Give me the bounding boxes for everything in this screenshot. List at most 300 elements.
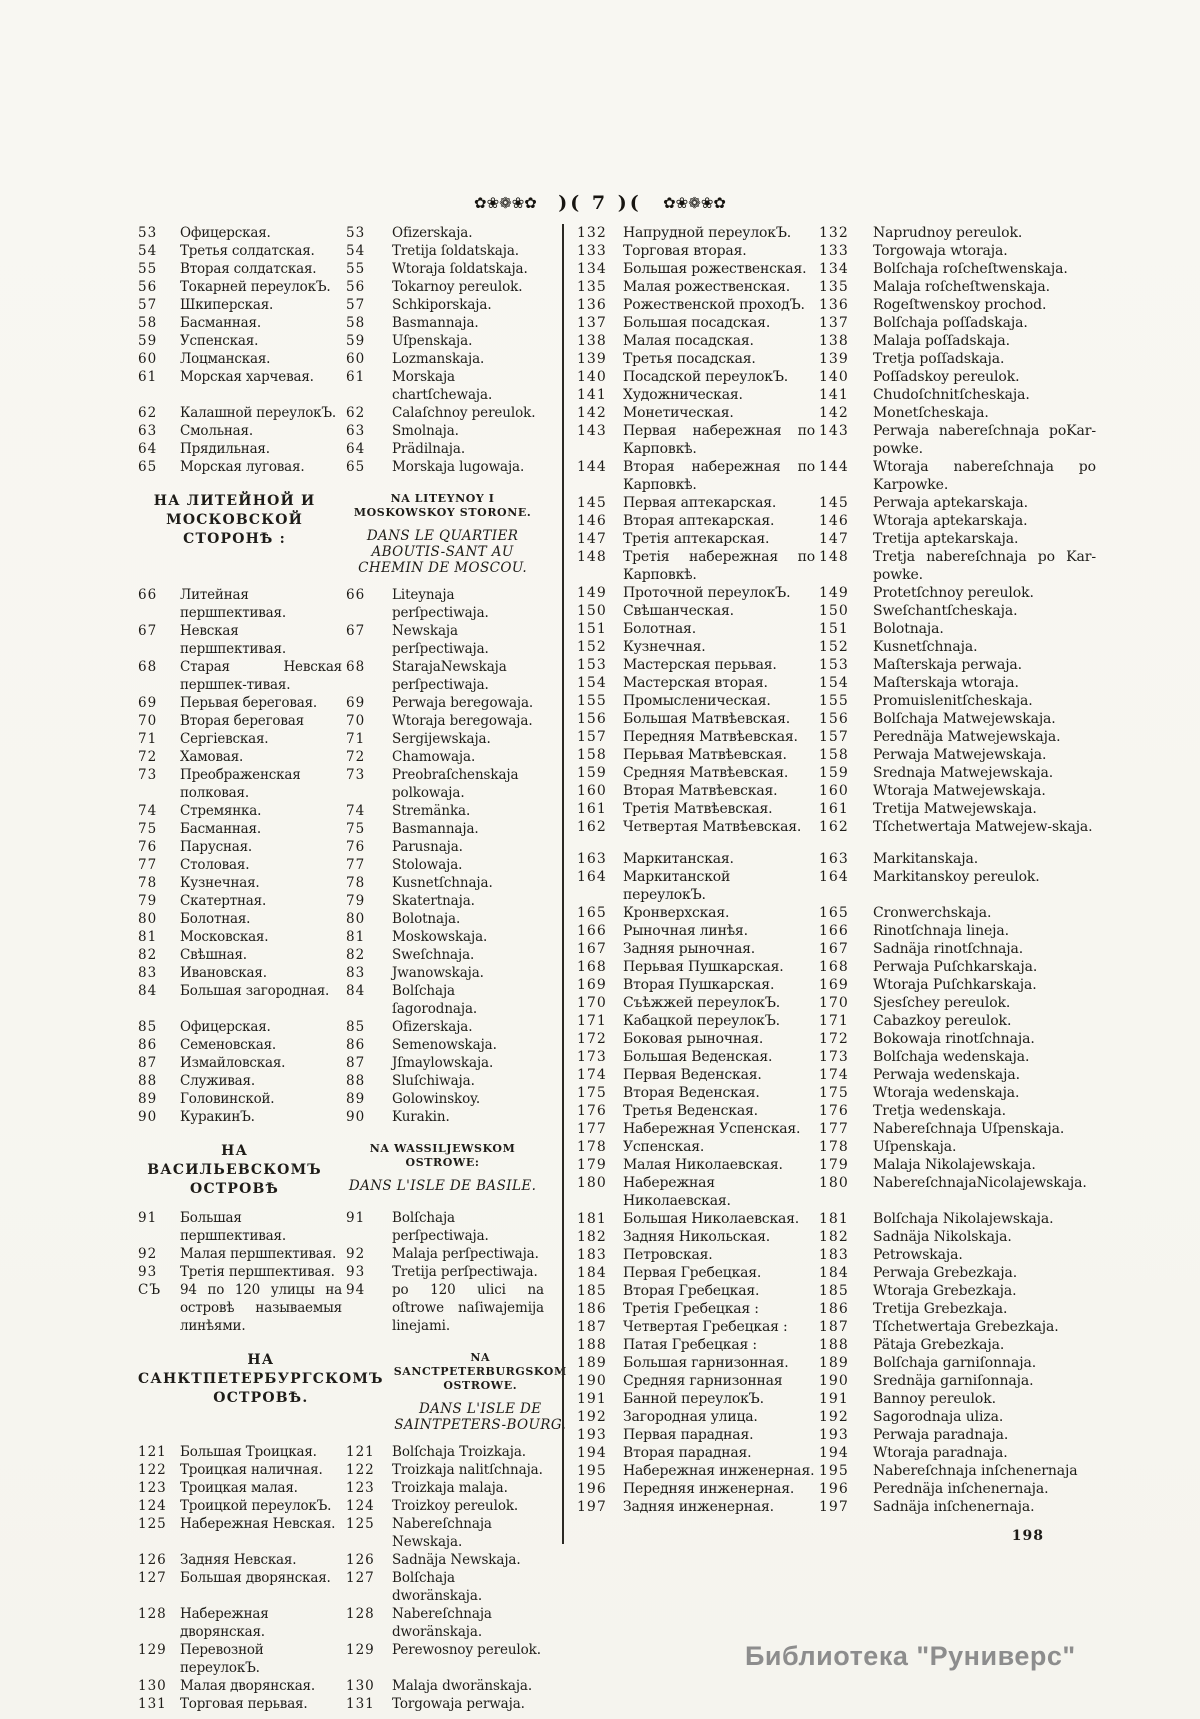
section-heading-russian: НА САНКТПЕТЕРБУРГСКОМЪ ОСТРОВѢ. [138,1352,384,1406]
street-name-transliterated: Maſterskaja wtoraja. [873,675,1019,691]
street-name-transliterated: Perwaja nabereſchnaja poKar-powke. [873,423,1096,457]
street-name-transliterated: Sagorodnaja uliza. [873,1409,1004,1425]
street-name-russian: КуракинЪ. [180,1109,255,1125]
section-heading-foreign [341,1142,544,1194]
entry-number-transliterated: 157 [819,729,849,745]
entry-number-russian: 134 [577,261,607,277]
street-name-russian: Набережная инженерная. [623,1463,815,1479]
street-entry-row [577,1408,1096,1426]
entry-number-transliterated: 148 [819,549,849,565]
entry-number-transliterated: 191 [819,1391,849,1407]
street-entry-row [138,946,544,964]
entry-number-transliterated: 184 [819,1265,849,1281]
street-entry-row [577,278,1096,296]
street-name-transliterated: Sweſchnaja. [392,947,475,963]
street-entry-row [577,530,1096,548]
entry-number-russian: 138 [577,333,607,349]
entry-number-russian: 66 [138,587,158,603]
street-entry-row [138,766,544,802]
street-entry-row [577,800,1096,818]
street-name-transliterated: Tretja nabereſchnaja po Kar-powke. [873,549,1096,583]
entry-number-transliterated: 155 [819,693,849,709]
street-name-russian: Троицкой переулокЪ. [180,1498,332,1514]
street-name-russian: Парусная. [180,839,253,855]
street-name-russian: Большая гарнизонная. [623,1355,789,1371]
street-name-russian: Прядильная. [180,441,270,457]
entry-number-russian: 122 [138,1462,167,1478]
entry-number-transliterated: 70 [346,713,366,729]
entry-number-russian: 192 [577,1409,607,1425]
street-name-transliterated: Malaja Nikolajewskaja. [873,1157,1036,1173]
entry-number-transliterated: 138 [819,333,849,349]
entry-number-russian: 79 [138,893,158,909]
street-name-russian: Преображенская полковая. [180,767,301,801]
entry-number-transliterated: 167 [819,941,849,957]
street-name-transliterated: Stremänka. [392,803,471,819]
street-name-russian: Кронверхская. [623,905,730,921]
entry-number-russian: 72 [138,749,158,765]
entry-number-russian: 128 [138,1606,167,1622]
street-entry-row [577,638,1096,656]
street-entry-row [138,1605,544,1641]
street-name-russian: Большая Троицкая. [180,1444,317,1460]
street-entry-row [577,976,1096,994]
entry-number-transliterated: 61 [346,369,366,385]
street-entry-row [138,1245,544,1263]
entry-number-russian: 70 [138,713,158,729]
street-name-russian: Посадской переулокЪ. [623,369,788,385]
section-heading [138,1142,544,1199]
street-entry-row [138,368,544,404]
street-entry-row [577,422,1096,458]
street-name-transliterated: Wtoraja Puſchkarskaja. [873,977,1037,993]
street-name-russian: Вторая Веденская. [623,1085,760,1101]
street-name-transliterated: Lozmanskaja. [392,351,485,367]
entry-number-russian: 143 [577,423,607,439]
street-name-transliterated: Ofizerskaja. [392,225,473,241]
entry-number-russian: 179 [577,1157,607,1173]
street-name-transliterated: Perwaja Matwejewskaja. [873,747,1047,763]
entry-number-russian: 150 [577,603,607,619]
entry-number-transliterated: 81 [346,929,366,945]
entry-number-transliterated: 180 [819,1175,849,1191]
street-name-transliterated: Perwaja paradnaja. [873,1427,1009,1443]
entry-number-russian: 196 [577,1481,607,1497]
entry-number-transliterated: 165 [819,905,849,921]
section-heading-russian: НА ЛИТЕЙНОЙ И МОСКОВСКОЙ СТОРОНѢ : [153,493,316,547]
entry-number-russian: 158 [577,747,607,763]
street-name-russian: Третія Гребецкая : [623,1301,759,1317]
street-entry-row [577,940,1096,958]
section-heading-french: DANS LE QUARTIER ABOUTIS-SANT AU CHEMIN DE MOSCOU. [358,528,528,576]
street-entry-row [138,1018,544,1036]
street-entry-row [138,1443,544,1461]
entry-number-transliterated: 121 [346,1444,375,1460]
entry-number-russian: 57 [138,297,158,313]
entry-number-russian: 83 [138,965,158,981]
street-entry-row [138,1677,544,1695]
street-name-russian: Набережная Невская. [180,1516,336,1532]
street-name-transliterated: Wtoraja ſoldatskaja. [392,261,528,277]
street-entry-row [577,1138,1096,1156]
street-index-columns [0,224,1200,1713]
entry-number-russian: 163 [577,851,607,867]
street-name-transliterated: Petrowskaja. [873,1247,963,1263]
entry-number-russian: 184 [577,1265,607,1281]
street-name-transliterated: Troizkaja nalitſchnaja. [392,1462,543,1478]
street-entry-row [138,856,544,874]
entry-number-transliterated: 127 [346,1570,375,1586]
street-name-russian: Задняя Никольская. [623,1229,770,1245]
entry-number-russian: 161 [577,801,607,817]
entry-number-transliterated: 66 [346,587,366,603]
entry-number-transliterated: 60 [346,351,366,367]
street-name-transliterated: Promuislenitſcheskaja. [873,693,1033,709]
entry-number-transliterated: 80 [346,911,366,927]
street-entry-row [138,694,544,712]
right-column-entries [577,224,1096,1516]
entry-number-transliterated: 150 [819,603,849,619]
street-entry-row [577,368,1096,386]
street-entry-row [138,440,544,458]
entry-number-transliterated: 151 [819,621,849,637]
entry-number-russian: 77 [138,857,158,873]
street-entry-row [577,1084,1096,1102]
entry-number-transliterated: 73 [346,767,366,783]
entry-number-russian: 91 [138,1210,158,1226]
street-entry-row [577,904,1096,922]
street-name-russian: Передняя Матвѣевская. [623,729,798,745]
entry-number-russian: 129 [138,1642,167,1658]
street-name-transliterated: Sadnäja Nikolskaja. [873,1229,1012,1245]
entry-number-transliterated: 69 [346,695,366,711]
entry-number-russian: 125 [138,1516,167,1532]
street-name-russian: Болотная. [623,621,696,637]
street-name-transliterated: Torgowaja perwaja. [392,1696,525,1712]
entry-number-russian: 171 [577,1013,607,1029]
street-name-transliterated: Bolſchaja wedenskaja. [873,1049,1030,1065]
street-name-transliterated: Sadnäja rinotſchnaja. [873,941,1024,957]
street-name-transliterated: StarajaNewskaja perſpectiwaja. [392,659,507,693]
street-entry-row [577,728,1096,746]
street-name-transliterated: Naprudnoy pereulok. [873,225,1023,241]
street-name-russian: Семеновская. [180,1037,276,1053]
street-name-transliterated: Poſſadskoy pereulok. [873,369,1020,385]
entry-number-russian: 193 [577,1427,607,1443]
street-name-russian: Первая Веденская. [623,1067,762,1083]
street-name-transliterated: Morskaja chartſchewaja. [392,369,493,403]
street-name-transliterated: Wtoraja Grebezkaja. [873,1283,1017,1299]
street-entry-row [577,620,1096,638]
entry-number-russian: 136 [577,297,607,313]
street-entry-row [138,820,544,838]
street-name-transliterated: Malaja perſpectiwaja. [392,1246,539,1262]
street-name-russian: Маркитанской переулокЪ. [623,869,731,903]
entry-number-transliterated: 193 [819,1427,849,1443]
entry-number-transliterated: 197 [819,1499,849,1515]
street-name-transliterated: Perwaja Grebezkaja. [873,1265,1018,1281]
entry-number-russian: 137 [577,315,607,331]
street-name-transliterated: Liteynaja perſpectiwaja. [392,587,489,621]
entry-number-russian: 86 [138,1037,158,1053]
entry-number-russian: 191 [577,1391,607,1407]
entry-number-transliterated: 179 [819,1157,849,1173]
street-name-russian: Перевозной переулокЪ. [180,1642,264,1676]
entry-number-russian: 176 [577,1103,607,1119]
street-name-russian: Напрудной переулокЪ. [623,225,791,241]
street-name-russian: Малая рожественская. [623,279,791,295]
right-column [562,224,1096,1544]
entry-number-russian: 81 [138,929,158,945]
entry-number-russian: 194 [577,1445,607,1461]
entry-number-russian: 74 [138,803,158,819]
street-name-transliterated: Parusnaja. [392,839,463,855]
entry-number-transliterated: 181 [819,1211,849,1227]
street-name-transliterated: Basmannaja. [392,821,479,837]
street-entry-row [577,332,1096,350]
street-entry-row [577,1498,1096,1516]
street-name-transliterated: Bokowaja rinotſchnaja. [873,1031,1035,1047]
street-entry-row [138,1209,544,1245]
entry-number-transliterated: 171 [819,1013,849,1029]
street-name-russian: Третья солдатская. [180,243,315,259]
street-name-russian: Мастерская перьвая. [623,657,777,673]
entry-number-transliterated: 126 [346,1552,375,1568]
entry-number-russian: 73 [138,767,158,783]
street-name-transliterated: Wtoraja nabereſchnaja po Karpowke. [873,459,1096,493]
street-name-transliterated: Tſchetwertaja Grebezkaja. [873,1319,1059,1335]
street-name-transliterated: Markitanskoy pereulok. [873,869,1040,885]
street-name-transliterated: Sweſchantſcheskaja. [873,603,1018,619]
street-name-russian: Третія аптекарская. [623,531,770,547]
street-name-russian: Монетическая. [623,405,734,421]
street-name-russian: Московская. [180,929,269,945]
entry-number-transliterated: 59 [346,333,366,349]
street-entry-row [577,1480,1096,1498]
street-entry-row [577,764,1096,782]
street-name-russian: Перьвая Матвѣевская. [623,747,787,763]
street-entry-row [577,404,1096,422]
entry-number-russian: 180 [577,1175,607,1191]
catchword-next-page-number: 198 [1011,1528,1044,1544]
street-entry-row [577,386,1096,404]
entry-number-russian: 123 [138,1480,167,1496]
street-name-transliterated: Bolſchaja roſcheſtwenskaja. [873,261,1068,277]
entry-number-russian: 166 [577,923,607,939]
street-name-transliterated: Skatertnaja. [392,893,475,909]
entry-number-transliterated: 153 [819,657,849,673]
entry-number-transliterated: 175 [819,1085,849,1101]
street-name-russian: Болотная. [180,911,251,927]
entry-number-transliterated: 82 [346,947,366,963]
street-entry-row [577,1318,1096,1336]
street-name-transliterated: Bolſchaja perſpectiwaja. [392,1210,489,1244]
street-name-transliterated: po 120 ulici na oſtrowe naſiwajemija linejami. [392,1282,544,1334]
street-name-russian: Передняя инженерная. [623,1481,795,1497]
entry-number-russian: 153 [577,657,607,673]
entry-number-russian: 190 [577,1373,607,1389]
entry-number-transliterated: 169 [819,977,849,993]
street-name-russian: Кабацкой переулокЪ. [623,1013,780,1029]
street-name-transliterated: Bannoy pereulok. [873,1391,996,1407]
entry-number-russian: 141 [577,387,607,403]
street-name-russian: Большая Веденская. [623,1049,773,1065]
entry-number-russian: 55 [138,261,158,277]
entry-number-russian: 167 [577,941,607,957]
street-name-russian: Офицерская. [180,225,271,241]
street-name-russian: Художническая. [623,387,743,403]
street-entry-row [138,1479,544,1497]
street-name-russian: Мастерская вторая. [623,675,768,691]
library-watermark: Библиотека "Руниверс" [745,1641,1076,1671]
street-name-transliterated: Golowinskoy. [392,1091,481,1107]
street-entry-row [577,314,1096,332]
street-name-transliterated: Wtoraja Matwejewskaja. [873,783,1046,799]
street-name-transliterated: Bolotnaja. [873,621,944,637]
street-entry-row [577,710,1096,728]
street-name-transliterated: Perwaja aptekarskaja. [873,495,1029,511]
street-name-transliterated: Smolnaja. [392,423,459,439]
street-name-transliterated: Bolſchaja Matwejewskaja. [873,711,1056,727]
street-name-transliterated: Schkiporskaja. [392,297,492,313]
street-entry-row [577,1120,1096,1138]
street-name-russian: Торговая вторая. [623,243,747,259]
entry-number-transliterated: 87 [346,1055,366,1071]
entry-number-russian: 172 [577,1031,607,1047]
street-name-transliterated: Wtoraja paradnaja. [873,1445,1008,1461]
entry-number-transliterated: 142 [819,405,849,421]
street-name-transliterated: Malaja dworänskaja. [392,1678,533,1694]
street-entry-row [138,224,544,242]
street-entry-row [138,278,544,296]
street-name-transliterated: Tokarnoy pereulok. [392,279,523,295]
street-entry-row [138,730,544,748]
street-entry-row [577,1300,1096,1318]
street-name-russian: Третья Веденская. [623,1103,758,1119]
entry-number-russian: 182 [577,1229,607,1245]
street-entry-row [577,674,1096,692]
street-entry-row [138,1497,544,1515]
entry-number-russian: 142 [577,405,607,421]
entry-number-russian: 183 [577,1247,607,1263]
entry-number-russian: 78 [138,875,158,891]
street-name-russian: Большая дворянская. [180,1570,331,1586]
street-name-russian: Набережная Николаевская. [623,1175,731,1209]
entry-number-transliterated: 83 [346,965,366,981]
street-name-transliterated: Perewosnoy pereulok. [392,1642,541,1658]
entry-number-russian: 178 [577,1139,607,1155]
entry-number-transliterated: 93 [346,1264,366,1280]
entry-number-transliterated: 173 [819,1049,849,1065]
section-heading-french: DANS L'ISLE DE BASILE. [348,1178,537,1194]
section-heading [138,1351,567,1433]
street-name-transliterated: Cabazkoy pereulok. [873,1013,1012,1029]
entry-number-transliterated: 162 [819,819,849,835]
entry-number-russian: 92 [138,1246,158,1262]
entry-number-transliterated: 94 [346,1282,366,1298]
street-name-transliterated: Chamowaja. [392,749,476,765]
entry-number-russian: 157 [577,729,607,745]
entry-number-transliterated: 185 [819,1283,849,1299]
entry-number-transliterated: 152 [819,639,849,655]
street-name-transliterated: Cronwerchskaja. [873,905,992,921]
street-entry-row [138,332,544,350]
street-entry-row [138,1036,544,1054]
street-entry-row [577,548,1096,584]
entry-number-transliterated: 177 [819,1121,849,1137]
street-entry-row [138,1641,544,1677]
section-heading-russian: НА ВАСИЛЬЕВСКОМЪ ОСТРОВѢ [147,1143,322,1197]
street-entry-row [577,818,1096,836]
entry-number-transliterated: 174 [819,1067,849,1083]
entry-number-transliterated: 188 [819,1337,849,1353]
street-entry-row [138,802,544,820]
street-entry-row [577,1336,1096,1354]
street-name-russian: Стремянка. [180,803,262,819]
street-entry-row [138,586,544,622]
entry-number-russian: 164 [577,869,607,885]
entry-number-transliterated: 132 [819,225,849,241]
entry-number-transliterated: 54 [346,243,366,259]
entry-number-transliterated: 74 [346,803,366,819]
entry-number-russian: 168 [577,959,607,975]
street-name-russian: Патая Гребецкая : [623,1337,757,1353]
street-entry-row [138,892,544,910]
street-name-transliterated: NabereſchnajaNicolajewskaja. [873,1175,1087,1191]
entry-number-transliterated: 133 [819,243,849,259]
entry-number-transliterated: 92 [346,1246,366,1262]
street-entry-row [138,622,544,658]
street-name-transliterated: Jſmaylowskaja. [392,1055,494,1071]
entry-number-transliterated: 172 [819,1031,849,1047]
street-entry-row [577,494,1096,512]
entry-number-russian: 173 [577,1049,607,1065]
floral-ornament-left-icon: ✿❀❁❀✿ [474,194,537,212]
street-name-transliterated: Tſchetwertaja Matwejew-skaja. [873,819,1093,835]
entry-number-transliterated: 122 [346,1462,375,1478]
street-entry-row [138,1108,544,1126]
street-entry-row [577,692,1096,710]
entry-number-russian: 65 [138,459,158,475]
street-name-transliterated: Tretija perſpectiwaja. [392,1264,538,1280]
street-name-russian: Задняя инженерная. [623,1499,774,1515]
section-heading-transliterated: NA SANCTPETERBURGSKOM OSTROWE. [393,1351,567,1392]
street-name-transliterated: Tretija Grebezkaja. [873,1301,1008,1317]
street-name-transliterated: Tretija aptekarskaja. [873,531,1019,547]
entry-number-russian: 169 [577,977,607,993]
street-name-russian: Токарней переулокЪ. [180,279,331,295]
street-name-russian: Набережная дворянская. [180,1606,269,1640]
street-name-russian: Вторая Гребецкая. [623,1283,760,1299]
street-name-russian: Сергіевская. [180,731,269,747]
entry-number-russian: 145 [577,495,607,511]
entry-number-russian: 165 [577,905,607,921]
entry-number-transliterated: 166 [819,923,849,939]
street-name-russian: Первая парадная. [623,1427,754,1443]
street-name-russian: Третія першпективая. [180,1264,335,1280]
entry-number-russian: 75 [138,821,158,837]
entry-number-transliterated: 154 [819,675,849,691]
entry-number-transliterated: 72 [346,749,366,765]
street-name-transliterated: Torgowaja wtoraja. [873,243,1008,259]
street-name-russian: Четвертая Матвѣевская. [623,819,802,835]
section-heading [138,492,544,576]
street-name-transliterated: Sadnäja inſchenernaja. [873,1499,1035,1515]
entry-number-transliterated: 90 [346,1109,366,1125]
entry-number-transliterated: 86 [346,1037,366,1053]
street-entry-row [577,296,1096,314]
entry-number-russian: 84 [138,983,158,999]
